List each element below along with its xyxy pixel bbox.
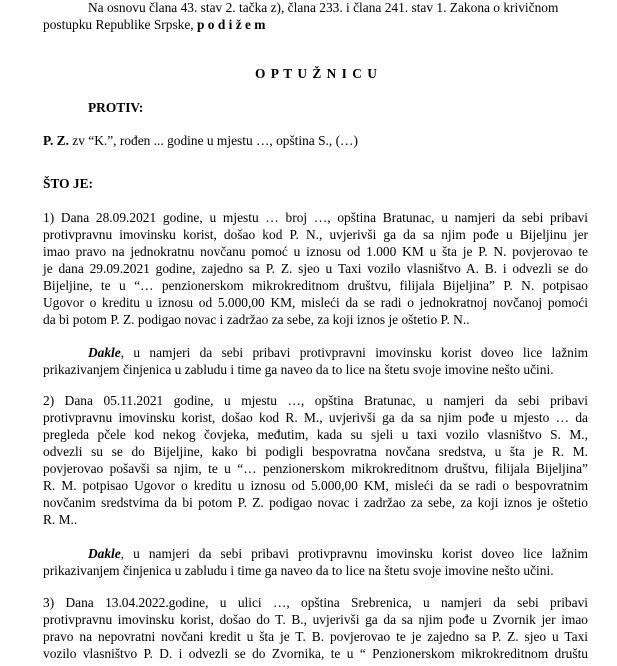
dakle-text: , u namjeri da sebi pribavi protivpravni imovinsku korist doveo lice lažnim xyxy=(120,345,588,360)
count-2-line: novčanim sredstvima da bi potom P. Z. podigao novac i zadržao za sebe, za koji iznos je oštetio xyxy=(43,495,588,510)
accused-details: zv “K.”, rođen ... godine u mjestu …, opština S., (…) xyxy=(68,133,358,148)
count-2-line: odvezli su se do Bijeljine, kako bi podigli bespovratna novčana sredstva, u šta je R. M. xyxy=(43,444,588,459)
count-1-line: imao pravo na jednokratnu novčanu pomoć u iznosu od 1.000 KM u šta je P. N. povjerovao te xyxy=(43,244,588,259)
count-1-line: Ugovor o kreditu u iznosu od 5.000,00 KM, misleći da se radi o jednokratnoj novčanoj pomoći xyxy=(43,295,588,310)
intro-line-2 xyxy=(43,17,265,33)
count-1-line: protivpravnu imovinsku korist, došao kod P. N., uvjerivši ga da sa njim pođe u Bijeljinu jer xyxy=(43,227,588,242)
count-3-line: 3) Dana 13.04.2022.godine, u ulici …, opština Srebrenica, u namjeri da sebi pribavi xyxy=(43,595,588,610)
count-2-dakle-line-1 xyxy=(88,546,588,562)
count-3-line: vozilo vlasništvo P. D. i odvezli se do Zvornika, te u “ Penzionerskom mikrokreditnom društu xyxy=(43,646,588,661)
count-1-line: 1) Dana 28.09.2021 godine, u mjestu … broj …, opština Bratunac, u namjeri da sebi pribavi xyxy=(43,210,588,225)
dakle-word: Dakle xyxy=(88,345,121,360)
count-2-dakle-line-2: prikazivanjem činjenica u zabludu i time ga naveo da to lice na štetu svoje imovine nešto učini. xyxy=(43,563,554,578)
count-2-line: pregleda pčele kod nekog čovjeka, međutim, kada su sjeli u taxi vozilo vlasništvo S. M., xyxy=(43,427,588,442)
podizem-text: p o d i ž e m xyxy=(197,17,266,32)
dakle-word: Dakle xyxy=(88,546,121,561)
dakle-text: , u namjeri da sebi pribavi protivpravnu imovinsku korist doveo lice lažnim xyxy=(120,546,588,561)
count-2-line: 2) Dana 05.11.2021 godine, u mjestu …, opština Bratunac, u namjeri da sebi pribavi xyxy=(43,393,588,408)
count-1-line: Bijeljine, te u “… penzionerskom mikrokreditnom društvu, filijala Bijeljina” P. N. potpisao xyxy=(43,278,588,293)
count-1-dakle-line-1 xyxy=(88,345,588,361)
sto-je-heading: ŠTO JE: xyxy=(43,176,93,191)
count-2-line: protivpravnu imovinsku korist, došao kod R. M., uvjerivši ga da sa njim pođe u mjesto … da xyxy=(43,410,588,425)
intro-line-2-text: postupku Republike Srpske, xyxy=(43,17,197,32)
count-3-line: pravo na nepovratni novčani kredit u šta je T. B. povjerovao te je zajedno sa P. Z. sjeo u Taxi xyxy=(43,629,588,644)
count-1-line: da bi potom P. Z. podigao novac i zadržao za sebe, za koji iznos je oštetio P. N.. xyxy=(43,312,470,327)
intro-line-1: Na osnovu člana 43. stav 2. tačka z), člana 233. i člana 241. stav 1. Zakona o krivičnom xyxy=(88,0,559,15)
count-2-line: R. M.. xyxy=(43,512,78,527)
accused-name: P. Z. xyxy=(43,133,69,148)
count-2-line: R. M. potpisao Ugovor o kreditu u iznosu od 5.000,00 KM, misleći da se radi o bespovratnim xyxy=(43,478,588,493)
document-title: O P T U Ž N I C U xyxy=(255,66,378,81)
count-1-dakle-line-2: prikazivanjem činjenica u zabludu i time ga naveo da to lice na štetu svoje imovine nešto učini. xyxy=(43,362,554,377)
count-1-line: je dana 29.09.2021 godine, zajedno sa P. Z. sjeo u Taxi vozilo vlasništvo A. B. i odvezli se do xyxy=(43,261,588,276)
protiv-heading: PROTIV: xyxy=(88,100,144,115)
accused-line xyxy=(43,133,358,149)
count-3-line: protivpravnu imovinsku korist, došao do T. B., uvjerivši ga da sa njim pođe u Zvornik jer imao xyxy=(43,612,588,627)
count-2-line: povjerovao pošavši sa njim, te u “… penzionerskom mikrokreditnom društvu, filijala Bijeljina” xyxy=(43,461,588,476)
